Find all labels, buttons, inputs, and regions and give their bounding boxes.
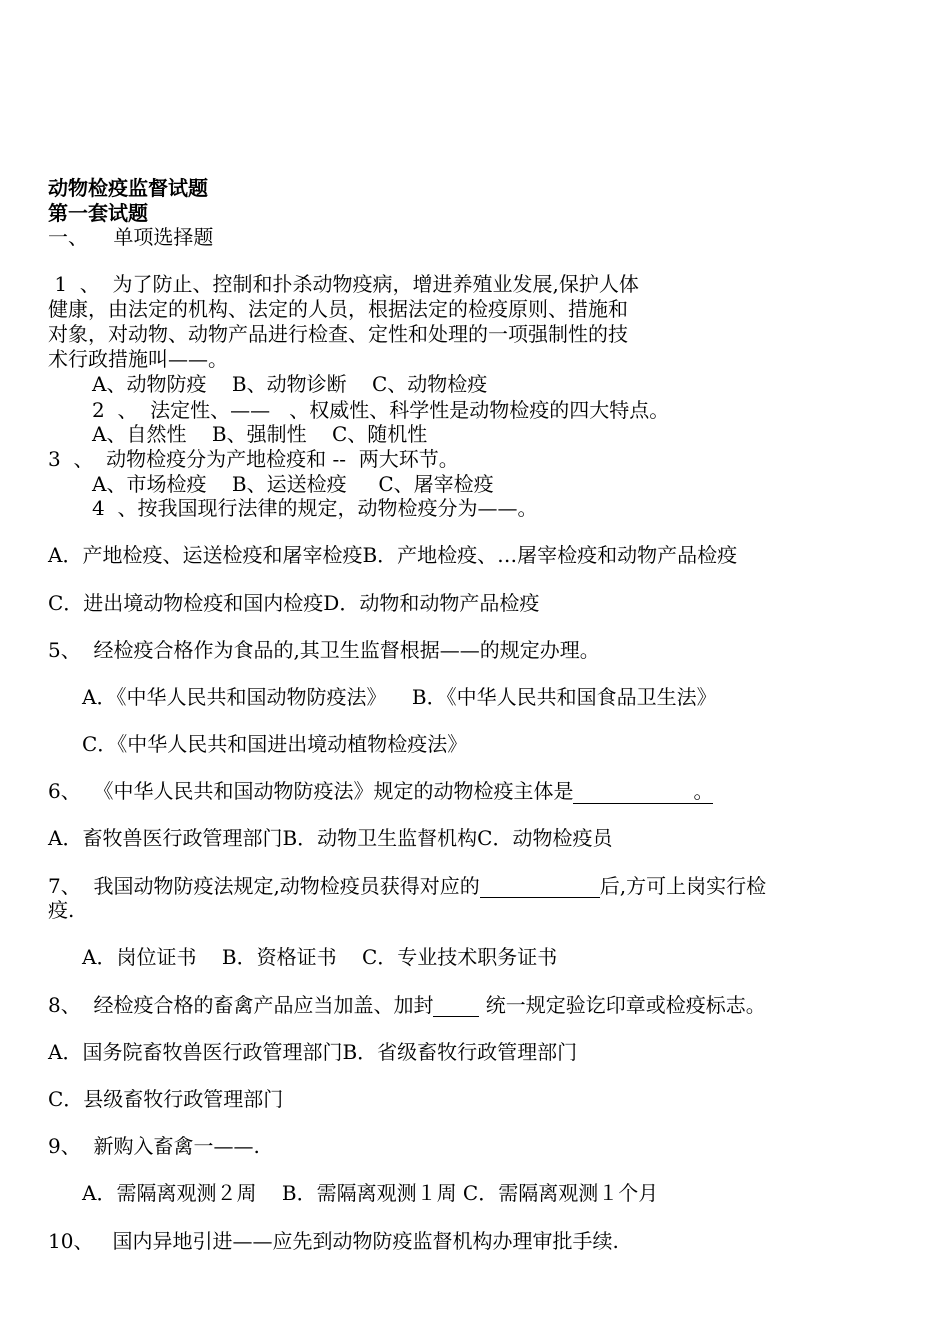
question-7-stem-text: 7、 我国动物防疫法规定,动物检疫员获得对应的 bbox=[48, 874, 480, 898]
question-8-options-ab: A．国务院畜牧兽医行政管理部门B．省级畜牧行政管理部门 bbox=[48, 1040, 578, 1064]
page-subtitle: 第一套试题 bbox=[48, 201, 148, 225]
answer-blank bbox=[480, 877, 600, 898]
answer-blank bbox=[433, 996, 479, 1017]
question-2-stem: 2 、 法定性、—— 、权威性、科学性是动物检疫的四大特点。 bbox=[92, 398, 670, 422]
question-6-options: A．畜牧兽医行政管理部门B．动物卫生监督机构C．动物检疫员 bbox=[48, 826, 613, 850]
question-9-options: A．需隔离观测２周 B．需隔离观测１周 C．需隔离观测１个月 bbox=[82, 1181, 659, 1205]
question-3-options: A、市场检疫 B、运送检疫 C、屠宰检疫 bbox=[92, 472, 494, 496]
question-8-stem-text: 8、 经检疫合格的畜禽产品应当加盖、加封 bbox=[48, 993, 434, 1017]
question-6-stem-end: 。 bbox=[693, 779, 714, 803]
question-7-options: A．岗位证书 B．资格证书 C．专业技术职务证书 bbox=[82, 945, 558, 969]
question-7-stem bbox=[48, 874, 766, 898]
question-8-options-c: C．县级畜牧行政管理部门 bbox=[48, 1087, 284, 1111]
question-8-stem bbox=[48, 993, 766, 1017]
question-10-stem: 10、 国内异地引进——应先到动物防疫监督机构办理审批手续. bbox=[48, 1229, 619, 1253]
question-5-options-ab: A．《中华人民共和国动物防疫法》 B．《中华人民共和国食品卫生法》 bbox=[82, 685, 717, 709]
question-3-stem: 3 、 动物检疫分为产地检疫和 -- 两大环节。 bbox=[48, 447, 459, 471]
answer-blank bbox=[573, 783, 693, 804]
question-4-options-ab: A．产地检疫、运送检疫和屠宰检疫B．产地检疫、…屠宰检疫和动物产品检疫 bbox=[48, 543, 738, 567]
question-5-options-c: C．《中华人民共和国进出境动植物检疫法》 bbox=[82, 732, 468, 756]
question-4-stem: 4 、按我国现行法律的规定，动物检疫分为——。 bbox=[92, 496, 538, 520]
question-4-options-cd: C．进出境动物检疫和国内检疫D．动物和动物产品检疫 bbox=[48, 591, 540, 615]
question-1-line-3: 对象，对动物、动物产品进行检查、定性和处理的一项强制性的技 bbox=[48, 322, 628, 346]
question-9-stem: 9、 新购入畜禽一——. bbox=[48, 1134, 260, 1158]
question-7-stem-end: 后,方可上岗实行检 bbox=[599, 874, 767, 898]
question-8-stem-end: 统一规定验讫印章或检疫标志。 bbox=[479, 993, 766, 1017]
question-1-line-4: 术行政措施叫——。 bbox=[48, 347, 228, 371]
question-1-line-2: 健康，由法定的机构、法定的人员，根据法定的检疫原则、措施和 bbox=[48, 297, 628, 321]
question-5-stem: 5、 经检疫合格作为食品的,其卫生监督根据——的规定办理。 bbox=[48, 638, 600, 662]
question-1-options: A、动物防疫 B、动物诊断 C、动物检疫 bbox=[92, 372, 488, 396]
question-1-line-1: 1 、 为了防止、控制和扑杀动物疫病，增进养殖业发展,保护人体 bbox=[48, 272, 639, 296]
question-6-stem-text: 6、 《中华人民共和国动物防疫法》规定的动物检疫主体是 bbox=[48, 779, 574, 803]
question-7-stem-continued: 疫. bbox=[48, 898, 75, 922]
question-6-stem bbox=[48, 779, 713, 804]
section-heading: 一、 单项选择题 bbox=[48, 225, 214, 249]
question-2-options: A、自然性 B、强制性 C、随机性 bbox=[92, 422, 428, 446]
page-title: 动物检疫监督试题 bbox=[48, 176, 208, 200]
